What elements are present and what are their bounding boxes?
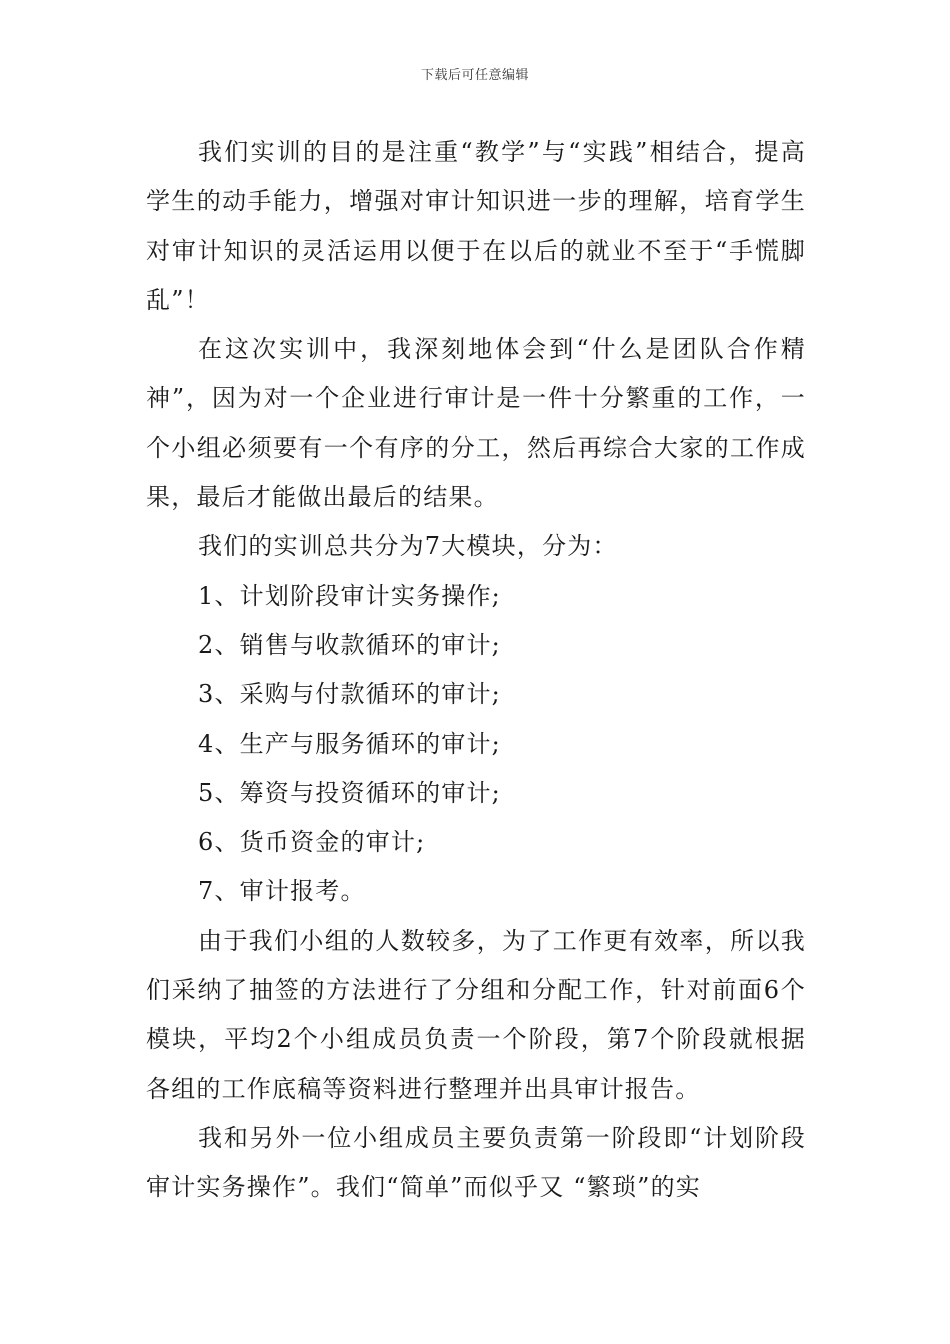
module-item-7: 7、审计报考。	[198, 877, 366, 906]
module-item-3: 3、采购与付款循环的审计;	[198, 680, 501, 709]
paragraph-first-stage: 我和另外一位小组成员主要负责第一阶段即“计划阶段审计实务操作”。我们“简单”而似乎又 “繁琐”的实	[146, 1123, 806, 1202]
module-item-2: 2、销售与收款循环的审计;	[198, 630, 501, 659]
module-item-1: 1、计划阶段审计实务操作;	[198, 581, 501, 610]
paragraph-teamwork: 在这次实训中，我深刻地体会到“什么是团队合作精神”，因为对一个企业进行审计是一件十分繁重的工作，一个小组必须要有一个有序的分工，然后再综合大家的工作成果，最后才能做出最后的结果。	[146, 335, 806, 512]
module-item-6: 6、货币资金的审计;	[198, 828, 426, 857]
header-note: 下载后可任意编辑	[420, 68, 529, 83]
module-list	[146, 572, 806, 917]
module-item-5: 5、筹资与投资循环的审计;	[198, 778, 501, 807]
paragraph-modules-intro: 我们的实训总共分为7大模块，分为：	[198, 532, 618, 561]
module-item-4: 4、生产与服务循环的审计;	[198, 729, 501, 758]
document-body	[146, 128, 806, 1213]
paragraph-grouping: 由于我们小组的人数较多，为了工作更有效率，所以我们采纳了抽签的方法进行了分组和分配工作，针对前面6个模块，平均2个小组成员负责一个阶段，第7个阶段就根据各组的工作底稿等资料进行整理并出具审计报告。	[146, 926, 806, 1103]
paragraph-purpose: 我们实训的目的是注重“教学”与“实践”相结合，提高学生的动手能力，增强对审计知识进一步的理解，培育学生对审计知识的灵活运用以便于在以后的就业不至于“手慌脚乱”！	[146, 138, 806, 314]
